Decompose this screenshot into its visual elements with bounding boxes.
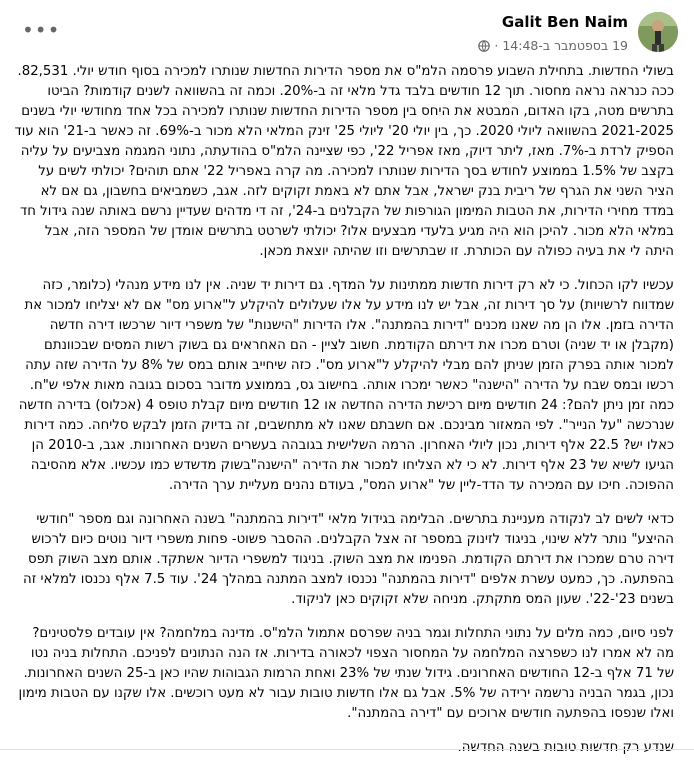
post-body — [12, 62, 674, 772]
post-divider — [0, 749, 694, 754]
post-paragraph-1: בשולי החדשות. בתחילת השבוע פרסמה הלמ"ס את מספר הדירות החדשות שנותרו למכירה בסוף חודש יולי. 82,531. ככה כנראה נראה מחסור. תוך 12 חודשים בלבד גדל מלאי זה ב-20%. וכמה זה בהשוואה לשנים קודמות? הביטו בתרשים מטה, בקו האדום, המבטא את היחס בין מספר הדירות החדשות שנותרו למכירה בכל אחד מחודשי יולי בשנים 2021-2025 בהשוואה ליולי 2020. כך, בין יולי 20' ליולי 25' זינק המלאי הלא מכור ב-69%. זה כאשר ב-21' הוא עוד הספיק לרדת ב-7%. מאז, ליתר דיוק, מאז אפריל 22', כפי שציינה הלמ"ס בהודעתה, נתוני המגמה מצביעים על עליה בקצב של 1.5% בממוצע לחודש בסך הדירות שנותרו למכירה. מה קרה באפריל 22' אתם תוהים? יכולתי לשים על הציר השני את הגרף של ריבית בנק ישראל, אבל אתם לא באמת זקוקים לזה. אגב, כשמביאים בחשבון, גם אם לא במדד מחירי הדירות, את הטבות המימון הגורפות של הקבלנים ב-24', זה די מדהים שעדיין נרשם באותה שנה גידול חד במלאי הלא מכור. להיכן הוא היה מגיע בלעדי מבצעים אלו? יכולתי לשרטט בתרשים אומדן של המספר הזה, אבל היתה לי את בעיה כפולה עם הכותרת. זו שבתרשים וזו שהיתה יוצאת מכאן. — [14, 64, 674, 259]
author-avatar[interactable] — [638, 12, 678, 52]
post-paragraph-5: שנדע רק חדשות טובות בשנה החדשה. — [457, 740, 674, 755]
avatar-photo — [638, 12, 678, 52]
meta-separator: · — [494, 38, 499, 53]
post-paragraph-4: לפני סיום, כמה מלים על נתוני התחלות וגמר בניה שפרסם אתמול הלמ"ס. מדינה במלחמה? אין עובדים פלסטינים? מה לא אמרו לנו כשפרצה המלחמה על המחסור הצפוי לכאורה בדירות. אז הנה הנתונים לפניכם. התחלות בניה נטו של 71 אלף ב-12 החודשים האחרונים. גידול שנתי של 23% ואחת הרמות הגבוהות שהיו כאן ב-25 השנים האחרונות. נכון, בגמר הבניה נרשמה ירידה של 5%. אבל גם אלו חדשות טובות עבור לא מעט רוכשים. אלו שקנו עם הטבות מימון ואלו שנפסו בהפתעה חודשים ארוכים עם "דירה בהמתנה". — [18, 626, 674, 721]
author-name[interactable]: Galit Ben Naim — [501, 13, 628, 31]
more-options-icon[interactable]: ••• — [22, 18, 61, 42]
post-timestamp[interactable]: 19 בספטמבר ב-14:48 — [502, 38, 628, 53]
post-meta — [478, 38, 628, 53]
post-paragraph-3: כדאי לשים לב לנקודה מעניינת בתרשים. הבלימה בגידול מלאי "דירות בהמתנה" בשנה האחרונה וגם מספר "חודשי ההיצע" נותר ללא שינוי, בניגוד לזינוק במספר זה אצל הקבלנים. ההסבר פשוט- פחות משפרי דיור נוטים כיום לרכוש דירה טרם שמכרו את דירתם הקודמת. הפנימו את מצב השוק. בניגוד למשפרי הדיור אשתקד. אותם מצב השוק תפס בהפתעה. כך, כמעט עשרת אלפים "דירות בהמתנה" נכנסו למצב המתנה במהלך 24'. עוד 7.5 אלף נכנסו למלאי זה בשנים 23'-22'. שעון המס מתקתק. מניחה שלא זקוקים כאן לניקוד. — [23, 512, 674, 607]
post-paragraph-2: עכשיו לקו הכחול. כי לא רק דירות חדשות ממתינות על המדף. גם דירות יד שניה. אין לנו מידע מנהלי (כלומר, כזה שמדווח לרשויות) על סך דירות זה, אבל יש לנו מידע על אלו שעלולים להיקלע ל"ארוע מס" אם לא יצליחו למכור את הדירה בזמן. אלו הן מה שאנו מכנים "דירות בהמתנה". אלו הדירות "הישנות" של משפרי דיור שרכשו דירה חדשה (מקבלן או יד שניה) וטרם מכרו את דירתם הקודמת. חשוב לציין - הם האחראים גם בשוק רשות המסים שבכוונתם למכור אותה בפרק הזמן שניתן להם מבלי להיקלע ל"ארוע מס". כזה שיחייב אותם במס של 8% על הדירה שזה עתה רכשו ובמס שבח על הדירה "הישנה" כאשר ימכרו אותה. בחישוב גס, בממוצע מדובר בסכום בגובה מאות אלפי ש"ח. כמה זמן ניתן להם?: 24 חודשים מיום רכישת הדירה החדשה או 12 חודשים מיום קבלת טופס 4 (אכלוס) בדירה חדשה שנרכשה "על הנייר". לפי המאזור מבינכם. אם חשבתם שאנו לא מתחשבים, זה בדיוק הזמן לבקש סליחה. כמה דירות כאלו יש? 22.5 אלף דירות, נכון ליולי האחרון. הרמה השלישית בגובהה בעשרים השנים האחרונות. אגב, ב-2010 הן הגיעו לשיא של 23 אלף דירות. לא כי לא הצליחו למכור את הדירה "הישנה"בשוק מדשדש כמו עכשיו. אלא מהסיבה ההפוכה. חיכו עם המכירה עד הדד-ליין של "ארוע המס", בעודם נהנים מעליית ערך הדירה. — [18, 278, 674, 493]
post-header — [0, 0, 694, 70]
globe-icon[interactable] — [478, 40, 490, 52]
